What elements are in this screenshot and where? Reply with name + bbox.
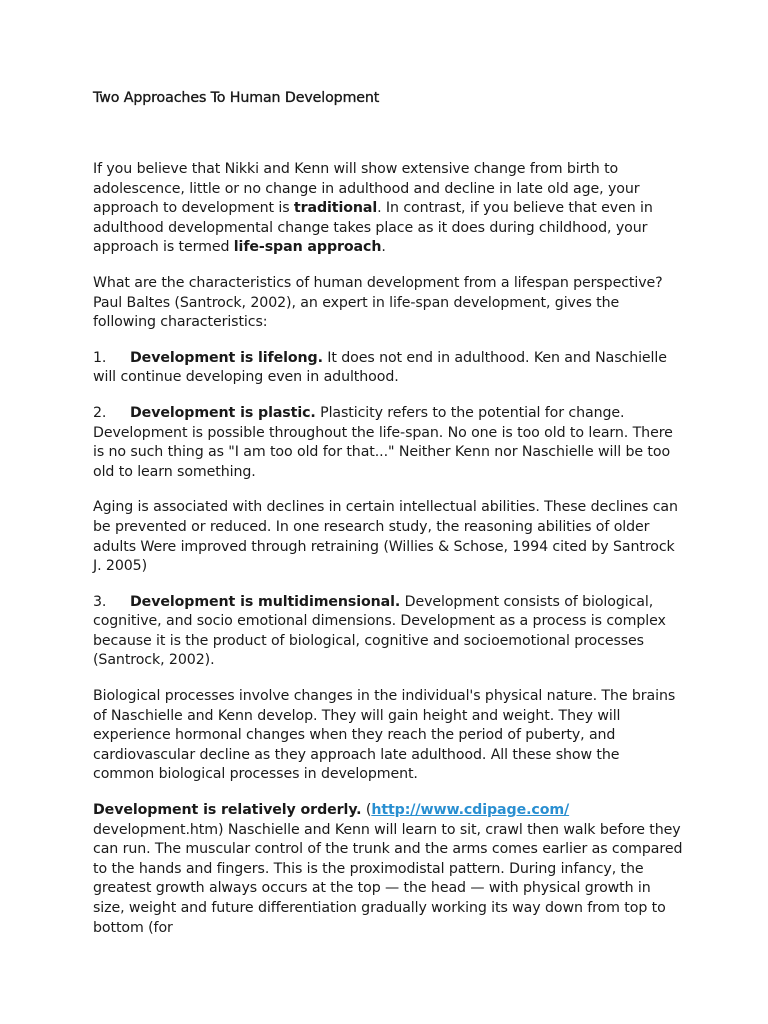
item-1-number: 1.: [93, 349, 107, 366]
intro-text-2: . In contrast, if you believe that even in adulthood developmental change takes place as it does during childhood, your approach is termed: [93, 200, 653, 256]
orderly-heading: Development is relatively orderly.: [93, 802, 362, 819]
intro-text-1: If you believe that Nikki and Kenn will show extensive change from birth to adolescence, little or no change in adulthood and decline in late old age, your approach to development is: [93, 161, 640, 217]
item-2-paragraph: [93, 404, 683, 482]
page-title: Two Approaches To Human Development: [93, 90, 380, 106]
intro-paragraph: [93, 160, 683, 258]
item-3-heading: Development is multidimensional.: [130, 593, 401, 610]
aging-paragraph: Aging is associated with declines in certain intellectual abilities. These declines can be prevented or reduced. In one research study, the reasoning abilities of older adults Were improved through retraining (Willies & Schose, 1994 cited by Santrock J. 2005): [93, 499, 678, 575]
item-3-text: Development consists of biological, cognitive, and socio emotional dimensions. Development as a process is complex because it is the product of biological, cognitive and socioemotional processes (Santrock, 2002).: [93, 593, 666, 669]
intro-bold-life-span: life-span approach: [233, 239, 382, 256]
orderly-paragraph: [93, 801, 683, 938]
item-2-text: Plasticity refers to the potential for change. Development is possible throughout the life-span. No one is too old to learn. There is no such thing as "I am too old for that..." Neither Kenn nor Naschielle will be too old to learn something.: [93, 404, 673, 480]
item-3-paragraph: [93, 593, 683, 671]
cdipage-link[interactable]: http://www.cdipage.com/: [371, 802, 570, 819]
intro-text-3: .: [381, 239, 386, 256]
item-1-paragraph: [93, 349, 683, 388]
orderly-after-link: development.htm): [93, 821, 224, 838]
item-1-text: It does not end in adulthood. Ken and Naschielle will continue developing even in adulthood.: [93, 349, 667, 386]
orderly-text: Naschielle and Kenn will learn to sit, crawl then walk before they can run. The muscular control of the trunk and the arms comes earlier as compared to the hands and fingers. This is the proximodistal pattern. During infancy, the greatest growth always occurs at the top — the head — with physical growth in size, weight and future differentiation gradually working its way down from top to bottom (for: [93, 821, 683, 936]
orderly-open-paren: (: [361, 802, 372, 819]
item-2-number: 2.: [93, 404, 107, 421]
item-2-heading: Development is plastic.: [130, 404, 316, 421]
biological-paragraph: Biological processes involve changes in the individual's physical nature. The brains of Naschielle and Kenn develop. They will gain height and weight. They will experience hormonal changes when they reach the period of puberty, and cardiovascular decline as they approach late adulthood. All these show the common biological processes in development.: [93, 688, 676, 783]
question-paragraph: What are the characteristics of human development from a lifespan perspective? Paul Baltes (Santrock, 2002), an expert in life-span development, gives the following characteristics:: [93, 274, 663, 331]
item-1-heading: Development is lifelong.: [130, 349, 323, 366]
item-3-number: 3.: [93, 593, 107, 610]
document-body: [93, 88, 683, 954]
intro-bold-traditional: traditional: [293, 200, 378, 217]
